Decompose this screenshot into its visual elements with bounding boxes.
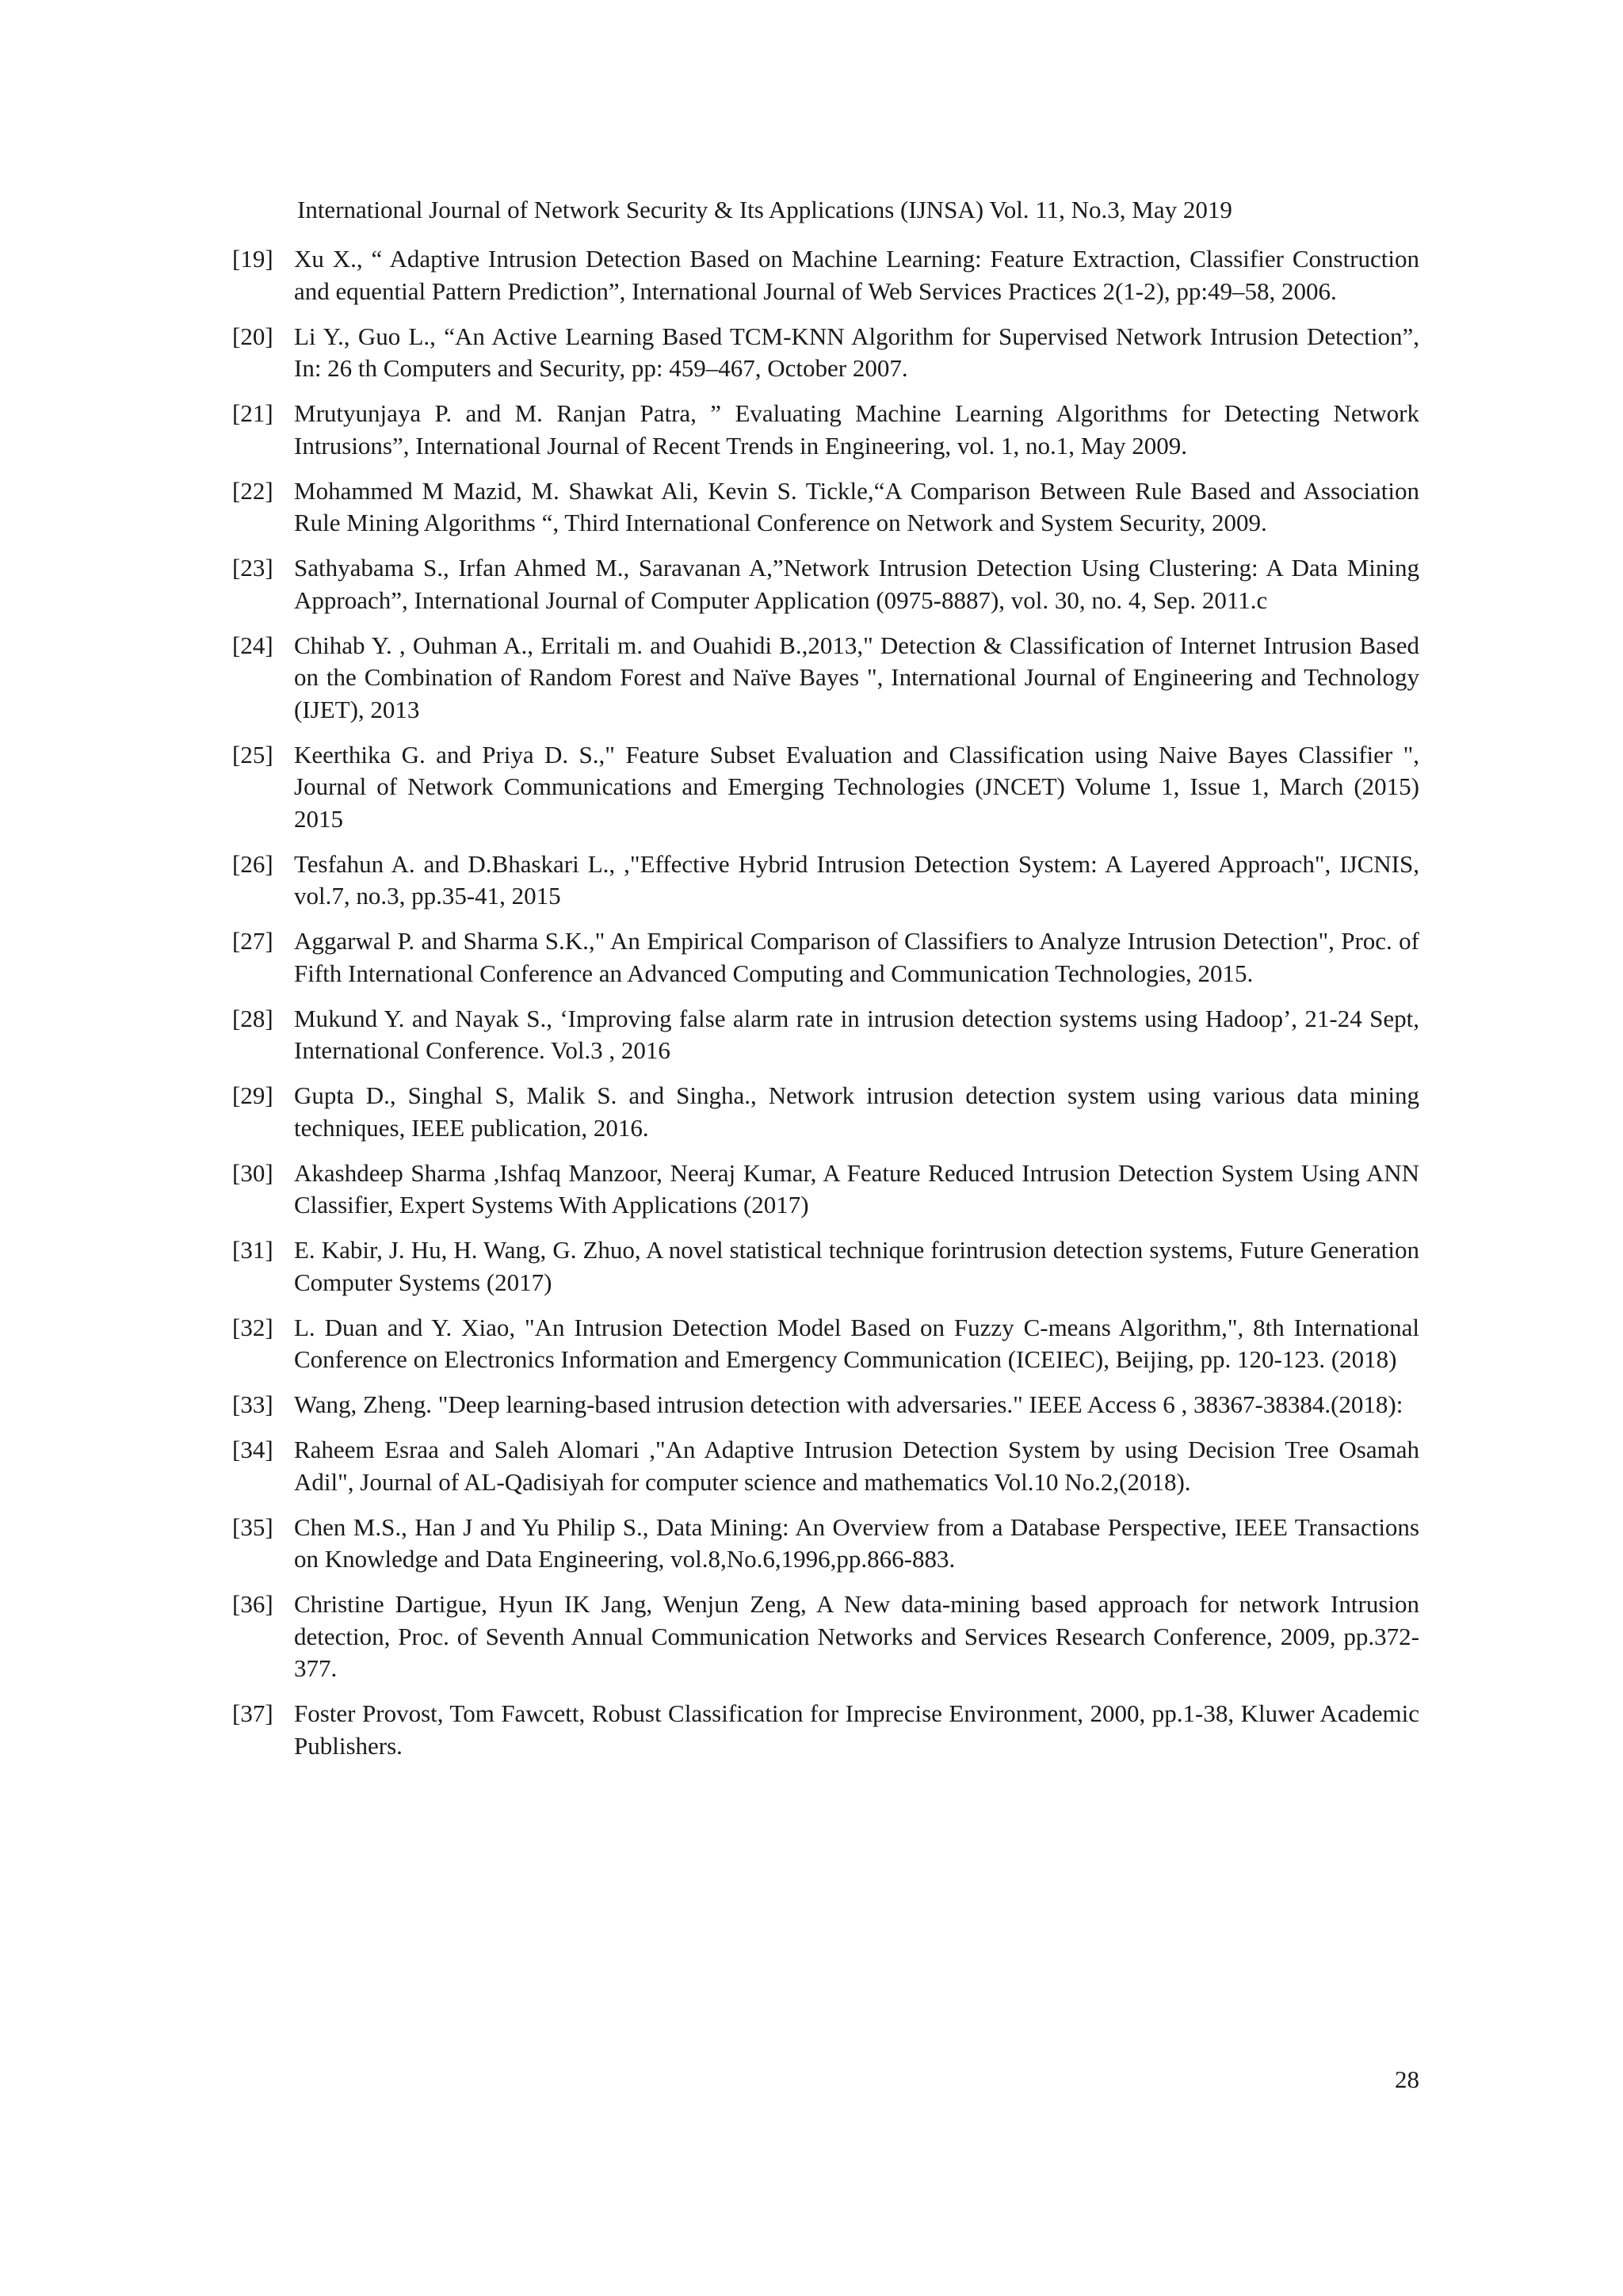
reference-text: Gupta D., Singhal S, Malik S. and Singha., Network intrusion detection system using various data mining techniques, IEEE publication, 2016. [294, 1081, 1419, 1142]
reference-text: Keerthika G. and Priya D. S.," Feature Subset Evaluation and Classification using Naive Bayes Classifier ", Journal of Network Communications and Emerging Technologies (JNCET) Volume 1, Issue 1, March (2015) 2015 [294, 740, 1419, 833]
reference-text: Mohammed M Mazid, M. Shawkat Ali, Kevin S. Tickle,“A Comparison Between Rule Based and Association Rule Mining Algorithms “, Third International Conference on Network and System Security, 2009. [294, 476, 1419, 536]
reference-text: Mukund Y. and Nayak S., ‘Improving false alarm rate in intrusion detection systems using Hadoop’, 21-24 Sept, International Conference. Vol.3 , 2016 [294, 1004, 1419, 1064]
reference-text: Foster Provost, Tom Fawcett, Robust Classification for Imprecise Environment, 2000, pp.1-38, Kluwer Academic Publishers. [294, 1699, 1419, 1760]
page-number: 28 [1395, 2065, 1419, 2093]
reference-item [232, 1312, 1419, 1376]
reference-number: [27] [232, 927, 273, 955]
reference-item [232, 398, 1419, 462]
reference-number: [23] [232, 554, 273, 582]
reference-item [232, 1003, 1419, 1067]
reference-number: [29] [232, 1081, 273, 1109]
reference-text: Tesfahun A. and D.Bhaskari L., ,"Effective Hybrid Intrusion Detection System: A Layered Approach", IJCNIS, vol.7, no.3, pp.35-41, 2015 [294, 849, 1419, 910]
reference-item [232, 1512, 1419, 1576]
reference-number: [33] [232, 1390, 273, 1418]
reference-item [232, 1234, 1419, 1299]
reference-item [232, 1389, 1419, 1421]
reference-text: Wang, Zheng. "Deep learning-based intrusion detection with adversaries." IEEE Access 6 , 38367-38384.(2018): [294, 1390, 1403, 1418]
reference-item [232, 321, 1419, 385]
reference-item [232, 849, 1419, 913]
reference-item [232, 630, 1419, 727]
reference-text: Li Y., Guo L., “An Active Learning Based TCM-KNN Algorithm for Supervised Network Intrusion Detection”, In: 26 th Computers and Security, pp: 459–467, October 2007. [294, 322, 1419, 382]
reference-number: [25] [232, 740, 273, 769]
reference-item [232, 1698, 1419, 1762]
reference-item [232, 925, 1419, 990]
reference-item [232, 1589, 1419, 1685]
reference-item [232, 552, 1419, 616]
reference-text: Xu X., “ Adaptive Intrusion Detection Based on Machine Learning: Feature Extraction, Classifier Construction and equential Pattern Prediction”, International Journal of Web Services Practices 2(1-2), pp:49–58, 2006. [294, 245, 1419, 305]
reference-text: Chen M.S., Han J and Yu Philip S., Data Mining: An Overview from a Database Perspective, IEEE Transactions on Knowledge and Data Engineering, vol.8,No.6,1996,pp.866-883. [294, 1512, 1419, 1573]
reference-text: E. Kabir, J. Hu, H. Wang, G. Zhuo, A novel statistical technique forintrusion detection systems, Future Generation Computer Systems (2017) [294, 1236, 1419, 1296]
reference-item [232, 1434, 1419, 1498]
reference-number: [30] [232, 1158, 273, 1187]
reference-text: Chihab Y. , Ouhman A., Erritali m. and Ouahidi B.,2013," Detection & Classification of Internet Intrusion Based on the Combination of Random Forest and Naïve Bayes ", International Journal of Engineering and Technology (IJET), 2013 [294, 631, 1419, 723]
reference-number: [36] [232, 1590, 273, 1618]
reference-number: [32] [232, 1313, 273, 1341]
reference-text: Raheem Esraa and Saleh Alomari ,"An Adaptive Intrusion Detection System by using Decision Tree Osamah Adil", Journal of AL-Qadisiyah for computer science and mathematics Vol.10 No.2,(2018). [294, 1436, 1419, 1496]
reference-text: Sathyabama S., Irfan Ahmed M., Saravanan A,”Network Intrusion Detection Using Clustering: A Data Mining Approach”, International Journal of Computer Application (0975-8887), vol. 30, no. 4, Sep. 2011.c [294, 554, 1419, 614]
reference-number: [26] [232, 849, 273, 878]
reference-item [232, 739, 1419, 836]
reference-number: [19] [232, 245, 273, 273]
reference-number: [28] [232, 1004, 273, 1032]
reference-number: [22] [232, 476, 273, 505]
reference-number: [34] [232, 1436, 273, 1463]
reference-text: Aggarwal P. and Sharma S.K.," An Empirical Comparison of Classifiers to Analyze Intrusion Detection", Proc. of Fifth International Conference an Advanced Computing and Communication Technologies, 2015. [294, 927, 1419, 987]
reference-number: [20] [232, 322, 273, 350]
reference-item [232, 1158, 1419, 1222]
reference-number: [37] [232, 1699, 273, 1727]
reference-number: [35] [232, 1512, 273, 1541]
reference-text: Akashdeep Sharma ,Ishfaq Manzoor, Neeraj Kumar, A Feature Reduced Intrusion Detection System Using ANN Classifier, Expert Systems With Applications (2017) [294, 1158, 1419, 1219]
reference-text: L. Duan and Y. Xiao, "An Intrusion Detection Model Based on Fuzzy C-means Algorithm,", 8th International Conference on Electronics Information and Emergency Communication (ICEIEC), Beijing, pp. 120-123. (2018) [294, 1313, 1419, 1373]
reference-item [232, 243, 1419, 307]
reference-list [232, 243, 1419, 1775]
reference-number: [31] [232, 1236, 273, 1264]
reference-text: Christine Dartigue, Hyun IK Jang, Wenjun Zeng, A New data-mining based approach for network Intrusion detection, Proc. of Seventh Annual Communication Networks and Services Research Conference, 2009, pp.372-377. [294, 1590, 1419, 1682]
reference-text: Mrutyunjaya P. and M. Ranjan Patra, ” Evaluating Machine Learning Algorithms for Detecting Network Intrusions”, International Journal of Recent Trends in Engineering, vol. 1, no.1, May 2009. [294, 399, 1419, 460]
reference-number: [21] [232, 399, 273, 427]
reference-number: [24] [232, 631, 273, 659]
reference-item [232, 1080, 1419, 1144]
running-header: International Journal of Network Security & Its Applications (IJNSA) Vol. 11, No.3, May 2019 [297, 196, 1232, 223]
reference-item [232, 475, 1419, 540]
